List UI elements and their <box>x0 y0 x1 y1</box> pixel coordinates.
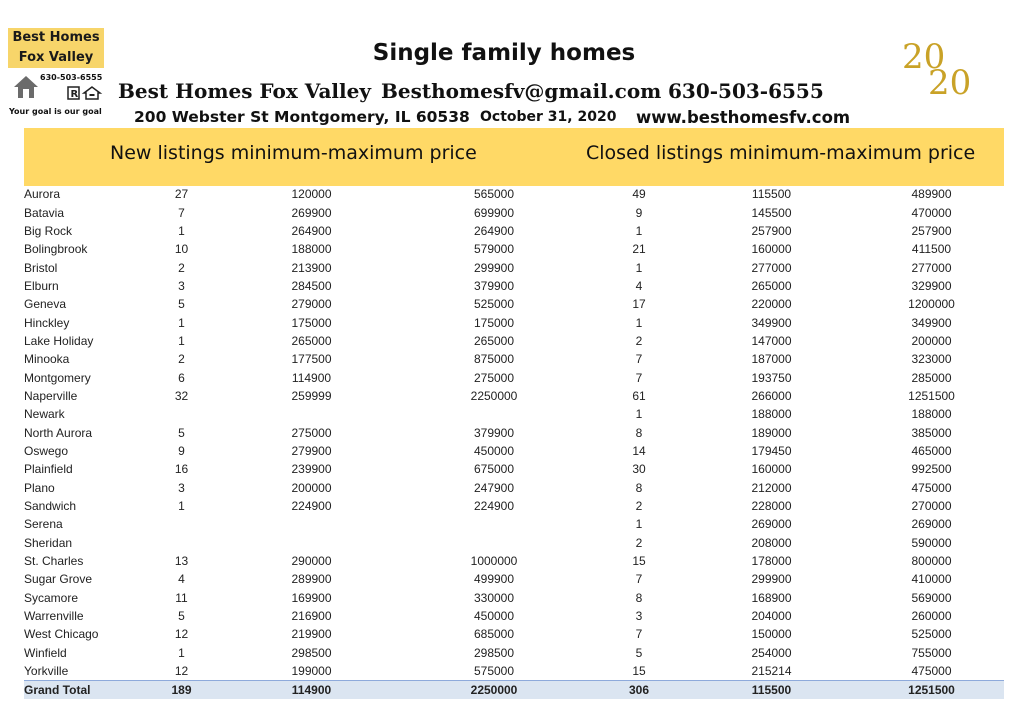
cell-closed-max: 800000 <box>911 554 952 569</box>
cell-closed-min: 299900 <box>751 572 792 587</box>
cell-closed-count: 5 <box>635 645 643 660</box>
cell-new-min: 284500 <box>291 278 332 293</box>
cell-new-count: 12 <box>174 664 189 679</box>
house-icon <box>12 74 40 100</box>
cell-new-min: 219900 <box>291 627 332 642</box>
address: 200 Webster St Montgomery, IL 60538 <box>134 108 470 126</box>
cell-new-min: 213900 <box>291 260 332 275</box>
logo-line-2: Fox Valley <box>18 50 94 65</box>
cell-new-min: 224900 <box>291 499 332 514</box>
cell-new-min: 199000 <box>291 664 332 679</box>
cell-new-count: 11 <box>175 590 188 605</box>
table-row <box>24 203 1004 221</box>
cell-new-count <box>134 515 229 533</box>
cell-closed-count: 4 <box>635 278 643 293</box>
table-row <box>24 387 1004 405</box>
logo-tagline: Your goal is our goal <box>9 107 102 116</box>
cell-new-max: 565000 <box>473 187 515 202</box>
cell-new-min: 298500 <box>291 645 332 660</box>
cell-closed-max: 410000 <box>911 572 952 587</box>
cell-closed-count: 7 <box>635 572 643 587</box>
email-link[interactable]: Besthomesfv@gmail.com <box>381 79 662 103</box>
total-closed-max: 1251500 <box>859 681 1004 700</box>
cell-new-max: 875000 <box>473 352 515 367</box>
cell-city: Oswego <box>24 443 69 458</box>
cell-new-max: 379900 <box>473 278 515 293</box>
table-row <box>24 589 1004 607</box>
cell-closed-max: 525000 <box>911 627 952 642</box>
table-row <box>24 350 1004 368</box>
cell-new-count: 6 <box>178 370 185 385</box>
cell-closed-min: 208000 <box>751 535 792 550</box>
cell-closed-min: 257900 <box>751 223 792 238</box>
cell-new-max: 265000 <box>473 333 515 348</box>
table-row <box>24 258 1004 276</box>
cell-new-max: 175000 <box>473 315 515 330</box>
cell-closed-min: 115500 <box>751 187 792 202</box>
equal-housing-icon <box>66 86 104 100</box>
cell-city: West Chicago <box>24 627 99 642</box>
cell-closed-count: 15 <box>632 664 646 679</box>
cell-closed-min: 160000 <box>751 242 792 257</box>
cell-new-max: 264900 <box>473 223 515 238</box>
cell-new-min <box>229 534 394 552</box>
cell-closed-count: 7 <box>635 627 643 642</box>
cell-closed-max: 1251500 <box>908 388 955 403</box>
cell-closed-min: 147000 <box>751 333 792 348</box>
cell-closed-max: 1200000 <box>908 297 955 312</box>
cell-new-count: 1 <box>178 333 185 348</box>
cell-closed-max: 200000 <box>911 333 952 348</box>
total-closed-min: 115500 <box>684 681 859 700</box>
table-row <box>24 185 1004 203</box>
cell-closed-max: 285000 <box>911 370 952 385</box>
table-row <box>24 313 1004 331</box>
cell-new-max: 575000 <box>473 664 515 679</box>
cell-new-max: 379900 <box>473 425 515 440</box>
cell-closed-max: 270000 <box>911 499 952 514</box>
new-listings-title: New listings minimum-maximum price <box>110 142 477 164</box>
cell-new-min: 289900 <box>291 572 332 587</box>
grand-total-row <box>24 681 1004 700</box>
cell-new-min: 269900 <box>291 205 332 220</box>
cell-city: Sycamore <box>24 590 79 605</box>
cell-new-min: 175000 <box>291 315 332 330</box>
year-bottom: 20 <box>928 63 972 100</box>
cell-closed-max: 489900 <box>911 187 952 202</box>
cell-closed-count: 17 <box>632 297 646 312</box>
cell-city: Yorkville <box>24 664 69 679</box>
cell-new-count: 32 <box>174 388 189 403</box>
cell-city: Hinckley <box>24 315 70 330</box>
cell-closed-min: 150000 <box>751 627 792 642</box>
cell-new-count <box>134 405 229 423</box>
cell-new-count: 7 <box>178 205 185 220</box>
cell-closed-count: 3 <box>635 609 643 624</box>
table-row <box>24 515 1004 533</box>
cell-new-min <box>229 405 394 423</box>
cell-new-min: 264900 <box>291 223 332 238</box>
table-row <box>24 662 1004 681</box>
cell-closed-max: 590000 <box>911 535 952 550</box>
cell-new-count: 9 <box>178 443 185 458</box>
cell-new-max: 224900 <box>473 499 515 514</box>
cell-closed-max: 411500 <box>911 242 952 257</box>
cell-city: Batavia <box>24 205 65 220</box>
table-row <box>24 405 1004 423</box>
cell-city: Sugar Grove <box>24 572 93 587</box>
cell-new-min: 279000 <box>291 297 332 312</box>
cell-city: Minooka <box>24 352 70 367</box>
closed-listings-title: Closed listings minimum-maximum price <box>586 142 976 164</box>
cell-city: Geneva <box>24 297 67 312</box>
cell-closed-count: 49 <box>632 187 646 202</box>
cell-new-count: 3 <box>178 480 185 495</box>
logo-line-1: Best Homes <box>12 30 100 45</box>
cell-new-count: 16 <box>174 462 189 477</box>
cell-new-count: 10 <box>174 242 189 257</box>
cell-new-count: 5 <box>178 425 185 440</box>
cell-new-count: 1 <box>178 223 185 238</box>
cell-closed-min: 277000 <box>751 260 792 275</box>
cell-closed-count: 8 <box>635 425 643 440</box>
cell-closed-count: 7 <box>635 352 643 367</box>
phone-number: 630-503-6555 <box>668 79 824 103</box>
table-row <box>24 423 1004 441</box>
cell-closed-min: 215214 <box>751 664 792 679</box>
cell-closed-count: 2 <box>635 333 643 348</box>
cell-city: Serena <box>24 517 63 532</box>
svg-text:R: R <box>70 89 79 100</box>
cell-new-min: 279900 <box>291 443 332 458</box>
table-row <box>24 277 1004 295</box>
cell-closed-min: 160000 <box>751 462 792 477</box>
cell-closed-count: 9 <box>635 205 643 220</box>
cell-new-max: 298500 <box>473 645 515 660</box>
table-row <box>24 332 1004 350</box>
cell-new-max <box>394 405 594 423</box>
cell-new-max: 299900 <box>473 260 515 275</box>
cell-new-count: 1 <box>178 645 185 660</box>
table-row <box>24 644 1004 662</box>
cell-new-count: 2 <box>178 260 185 275</box>
cell-closed-count: 1 <box>635 517 643 532</box>
cell-closed-count: 7 <box>635 370 643 385</box>
cell-new-max: 1000000 <box>470 554 518 569</box>
cell-new-min: 114900 <box>291 370 332 385</box>
cell-new-count: 5 <box>178 297 185 312</box>
cell-new-max: 699900 <box>473 205 515 220</box>
cell-closed-count: 2 <box>635 499 643 514</box>
table-row <box>24 552 1004 570</box>
cell-closed-min: 178000 <box>751 554 792 569</box>
cell-closed-max: 269000 <box>911 517 952 532</box>
cell-closed-count: 14 <box>632 443 646 458</box>
cell-new-max: 275000 <box>473 370 515 385</box>
cell-closed-min: 204000 <box>751 609 792 624</box>
cell-closed-min: 254000 <box>751 645 792 660</box>
cell-new-count: 1 <box>178 499 185 514</box>
cell-new-count: 3 <box>178 278 185 293</box>
cell-city: Bristol <box>24 260 58 275</box>
cell-new-min: 275000 <box>291 425 332 440</box>
total-new-count: 189 <box>134 681 229 700</box>
cell-city: Lake Holiday <box>24 333 94 348</box>
cell-new-max: 450000 <box>473 609 515 624</box>
listings-table <box>24 185 1004 699</box>
page-title: Single family homes <box>372 40 636 66</box>
cell-new-max <box>394 515 594 533</box>
table-row <box>24 497 1004 515</box>
cell-closed-count: 1 <box>635 407 643 422</box>
cell-new-max: 330000 <box>473 590 515 605</box>
cell-city: Plainfield <box>24 462 73 477</box>
cell-closed-count: 21 <box>632 242 646 257</box>
cell-new-count: 2 <box>178 352 185 367</box>
cell-new-count: 12 <box>174 627 189 642</box>
total-new-max: 2250000 <box>394 681 594 700</box>
cell-new-min: 259999 <box>291 388 332 403</box>
cell-closed-count: 8 <box>635 590 643 605</box>
cell-new-max: 685000 <box>473 627 515 642</box>
cell-new-count: 13 <box>174 554 189 569</box>
cell-closed-min: 193750 <box>751 370 792 385</box>
cell-new-count: 4 <box>178 572 185 587</box>
cell-new-max: 2250000 <box>470 388 518 403</box>
cell-new-count: 1 <box>178 315 185 330</box>
cell-closed-count: 15 <box>632 554 646 569</box>
table-row <box>24 240 1004 258</box>
cell-city: Big Rock <box>24 223 73 238</box>
cell-closed-max: 755000 <box>911 645 952 660</box>
cell-city: Bolingbrook <box>24 242 88 257</box>
total-label: Grand Total <box>24 681 134 700</box>
cell-new-min: 239900 <box>291 462 332 477</box>
cell-new-max: 247900 <box>473 480 515 495</box>
table-row <box>24 295 1004 313</box>
cell-closed-max: 277000 <box>911 260 952 275</box>
cell-city: Montgomery <box>24 370 91 385</box>
cell-new-min: 169900 <box>291 590 332 605</box>
table-row <box>24 625 1004 643</box>
total-closed-count: 306 <box>594 681 684 700</box>
cell-city: St. Charles <box>24 554 84 569</box>
cell-closed-count: 61 <box>632 388 646 403</box>
cell-city: Elburn <box>24 278 59 293</box>
cell-closed-max: 569000 <box>911 590 952 605</box>
cell-closed-min: 269000 <box>751 517 792 532</box>
total-new-min: 114900 <box>229 681 394 700</box>
cell-new-min: 188000 <box>291 242 332 257</box>
cell-closed-count: 1 <box>635 223 643 238</box>
cell-city: Winfield <box>24 645 67 660</box>
cell-closed-count: 1 <box>635 315 643 330</box>
table-row <box>24 222 1004 240</box>
cell-new-count: 5 <box>178 609 185 624</box>
cell-city: Newark <box>24 407 65 422</box>
cell-new-max: 675000 <box>473 462 515 477</box>
cell-closed-min: 189000 <box>751 425 792 440</box>
cell-closed-min: 265000 <box>751 278 792 293</box>
cell-closed-max: 465000 <box>911 443 952 458</box>
company-name: Best Homes Fox Valley <box>118 79 371 103</box>
table-row <box>24 570 1004 588</box>
cell-closed-max: 257900 <box>911 223 952 238</box>
cell-new-count <box>134 534 229 552</box>
cell-closed-count: 2 <box>635 535 643 550</box>
cell-closed-min: 220000 <box>751 297 792 312</box>
website-link[interactable]: www.besthomesfv.com <box>636 108 851 127</box>
cell-new-max: 499900 <box>473 572 515 587</box>
cell-closed-max: 260000 <box>911 609 952 624</box>
table-row <box>24 534 1004 552</box>
cell-closed-count: 1 <box>635 260 643 275</box>
cell-city: Naperville <box>24 388 78 403</box>
cell-city: Sandwich <box>24 499 77 514</box>
cell-new-max: 525000 <box>473 297 515 312</box>
cell-closed-min: 349900 <box>751 315 792 330</box>
cell-closed-count: 30 <box>632 462 646 477</box>
cell-new-min: 200000 <box>291 480 332 495</box>
cell-closed-min: 212000 <box>751 480 792 495</box>
cell-new-min: 265000 <box>291 333 332 348</box>
cell-closed-min: 188000 <box>751 407 792 422</box>
cell-new-min <box>229 515 394 533</box>
cell-new-min: 177500 <box>291 352 332 367</box>
cell-closed-min: 145500 <box>751 205 792 220</box>
cell-closed-min: 266000 <box>751 388 792 403</box>
cell-closed-min: 228000 <box>751 499 792 514</box>
logo-phone: 630-503-6555 <box>40 73 103 82</box>
cell-city: Aurora <box>24 187 61 202</box>
year-top: 20 <box>902 37 946 77</box>
table-body <box>24 185 1004 681</box>
cell-closed-max: 188000 <box>911 407 952 422</box>
cell-closed-max: 475000 <box>911 480 952 495</box>
cell-closed-max: 349900 <box>911 315 952 330</box>
table-row <box>24 442 1004 460</box>
cell-closed-max: 323000 <box>911 352 952 367</box>
cell-new-min: 216900 <box>291 609 332 624</box>
table-row <box>24 479 1004 497</box>
cell-closed-max: 329900 <box>911 278 952 293</box>
cell-closed-min: 187000 <box>751 352 792 367</box>
year-2020-logo <box>896 36 976 100</box>
cell-closed-count: 8 <box>635 480 643 495</box>
cell-closed-min: 168900 <box>751 590 792 605</box>
cell-new-max: 579000 <box>473 242 515 257</box>
cell-closed-max: 470000 <box>911 205 952 220</box>
cell-city: Plano <box>24 480 55 495</box>
cell-closed-min: 179450 <box>751 443 792 458</box>
cell-closed-max: 385000 <box>911 425 952 440</box>
cell-city: Warrenville <box>24 609 84 624</box>
table-row <box>24 607 1004 625</box>
report-date: October 31, 2020 <box>480 109 617 125</box>
cell-new-min: 290000 <box>291 554 332 569</box>
cell-city: Sheridan <box>24 535 73 550</box>
cell-new-max: 450000 <box>473 443 515 458</box>
cell-closed-max: 992500 <box>911 462 952 477</box>
table-row <box>24 368 1004 386</box>
cell-city: North Aurora <box>24 425 93 440</box>
table-row <box>24 460 1004 478</box>
cell-closed-max: 475000 <box>911 664 952 679</box>
cell-new-count: 27 <box>174 187 189 202</box>
cell-new-min: 120000 <box>291 187 332 202</box>
cell-new-max <box>394 534 594 552</box>
